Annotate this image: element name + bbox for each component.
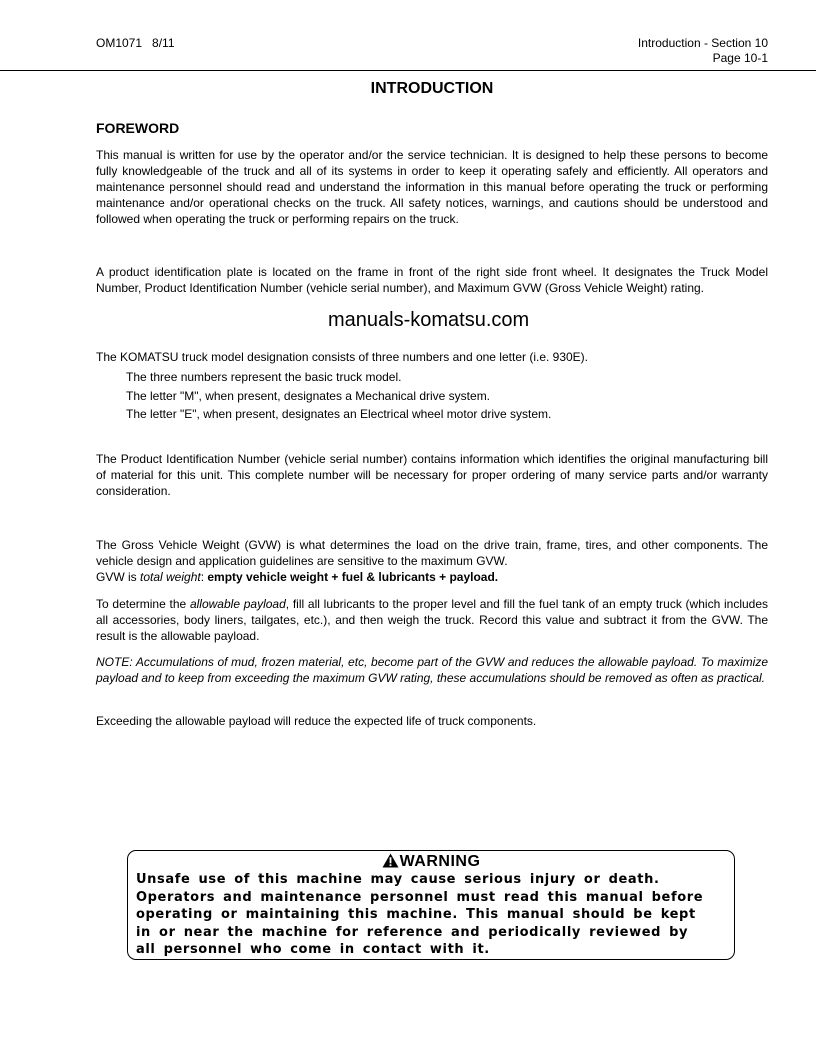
payload-italic: allowable payload [189,597,286,611]
paragraph-serial-number: The Product Identification Number (vehicle serial number) contains information which identifies the original manufacturing bill of material for this unit. This complete number will be necessary for proper ordering of many service parts and/or warranty consideration. [96,452,768,498]
warning-line: in or near the machine for reference and periodically reviewed by [136,924,689,940]
warning-line: all personnel who come in contact with it. [136,942,490,957]
note-paragraph: NOTE: Accumulations of mud, frozen material, etc, become part of the GVW and reduces the allowable payload. To maximize payload and to keep from exceeding the maximum GVW rating, these accumulations should be removed as often as practical. [96,655,768,685]
warning-line: Unsafe use of this machine may cause serious injury or death. [136,872,660,887]
list-item: The three numbers represent the basic truck model. [126,370,402,384]
warning-line: Operators and maintenance personnel must read this manual before [136,889,704,905]
warning-line: operating or maintaining this machine. This manual should be kept [136,907,696,922]
page-number: Page 10-1 [712,51,768,65]
document-id: OM1071 8/11 [96,36,175,50]
payload-rest: , fill all lubricants to the proper level and fill the fuel tank of an empty truck (which includes all accessories, body liners, tailgates, etc.), and then weigh the truck. Record this value and subtract it from the GVW. The result is the allowable payload. [96,597,769,643]
paragraph-exceeding-payload: Exceeding the allowable payload will reduce the expected life of truck components. [96,714,537,728]
paragraph-model-designation: The KOMATSU truck model designation consists of three numbers and one letter (i.e. 930E). [96,350,589,364]
warning-title: WARNING [399,853,481,870]
paragraph-manual-purpose: This manual is written for use by the operator and/or the service technician. It is designed to help these persons to become fully knowledgeable of the truck and all of its systems in order to keep it operating safely and efficiently. All operators and maintenance personnel should read and understand the information in this manual before operating the truck or performing maintenance and/or operational checks on the truck. All safety notices, warnings, and cautions should be understood and followed when operating the truck or performing repairs on the truck. [96,148,768,226]
gvw-definition-colon: : [200,570,208,584]
warning-triangle-icon [382,853,399,868]
page-header-right [638,36,768,66]
section-label: Introduction - Section 10 [637,36,768,50]
warning-text [136,871,728,959]
gvw-definition [96,569,768,585]
gvw-definition-italic: total weight [140,570,201,584]
page-title: INTRODUCTION [370,80,494,97]
paragraph-identification-plate: A product identification plate is located on the frame in front of the right side front wheel. It designates the Truck Model Number, Product Identification Number (vehicle serial number), and Maximum GVW (Gross Vehicle Weight) rating. [96,265,768,295]
warning-box [127,850,735,960]
gvw-definition-prefix: GVW is [96,570,140,584]
foreword-heading: FOREWORD [96,120,180,136]
watermark-text: manuals-komatsu.com [328,309,530,331]
payload-prefix: To determine the [96,597,190,611]
paragraph-allowable-payload [96,596,768,644]
header-divider [0,70,816,71]
gvw-definition-formula: empty vehicle weight + fuel & lubricants + payload. [207,570,499,584]
list-item: The letter "M", when present, designates a Mechanical drive system. [126,389,491,403]
paragraph-gvw: The Gross Vehicle Weight (GVW) is what determines the load on the drive train, frame, tires, and other components. The vehicle design and application guidelines are sensitive to the maximum GVW. [96,538,768,568]
list-item: The letter "E", when present, designates an Electrical wheel motor drive system. [126,407,552,421]
warning-title-row [128,853,734,871]
